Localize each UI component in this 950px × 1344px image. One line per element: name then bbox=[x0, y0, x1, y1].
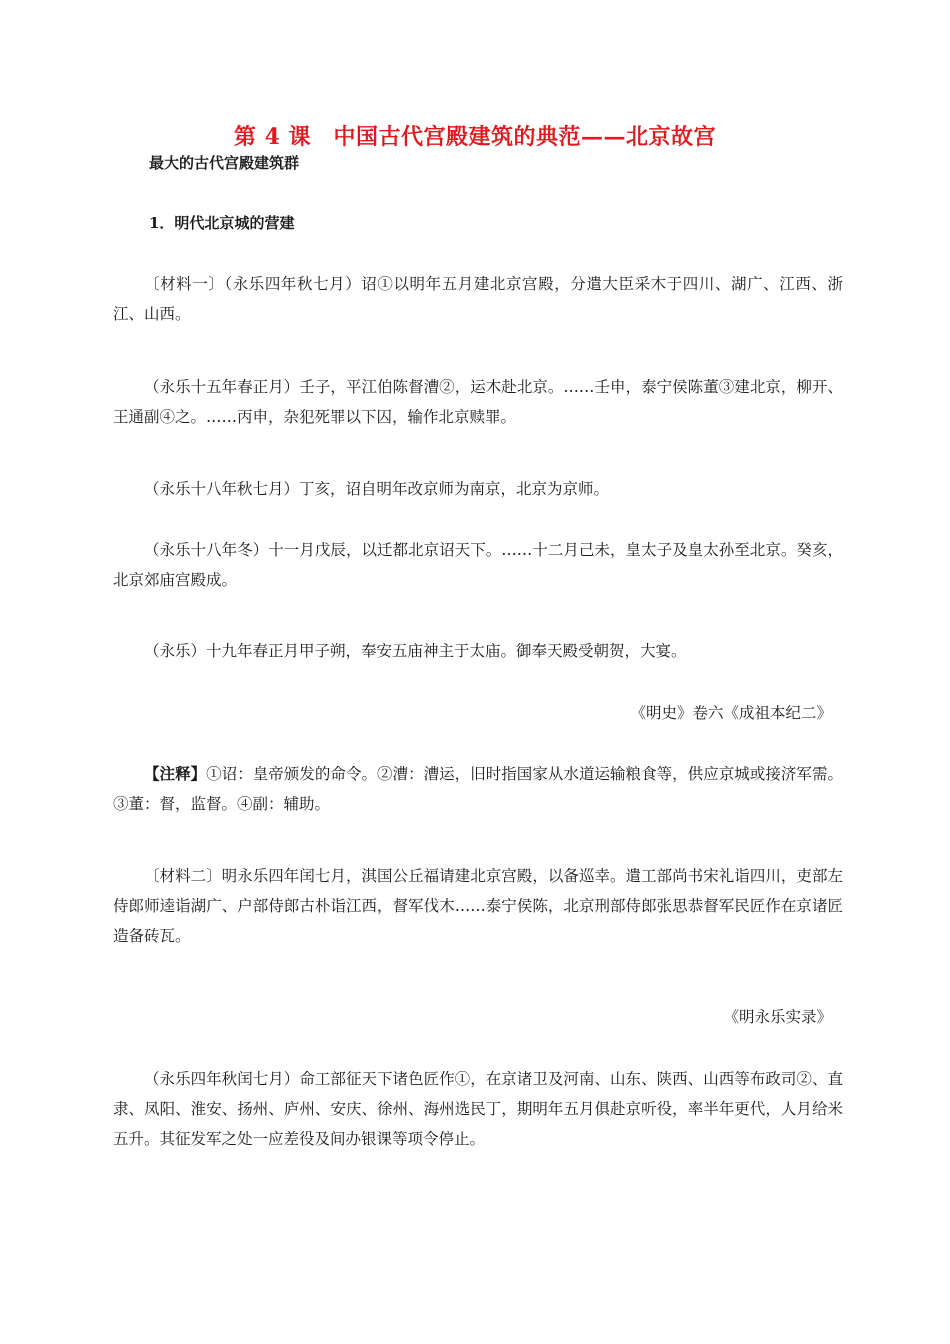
annotation-paragraph bbox=[113, 759, 843, 819]
yongle-18-winter-paragraph: （永乐十八年冬）十一月戊辰，以迁都北京诏天下。……十二月己未，皇太子及皇太孙至北京。癸亥，北京郊庙宫殿成。 bbox=[113, 541, 843, 589]
annotation-text: ①诏：皇帝颁发的命令。②漕：漕运，旧时指国家从水道运输粮食等，供应京城或接济军需。③董：督，监督。④副：辅助。 bbox=[113, 765, 843, 813]
annotation-label: 【注释】 bbox=[144, 764, 207, 783]
yongle-19-paragraph: （永乐）十九年春正月甲子朔，奉安五庙神主于太庙。御奉天殿受朝贺，大宴。 bbox=[144, 642, 687, 660]
section-heading: 1．明代北京城的营建 bbox=[149, 214, 295, 232]
material-two-paragraph: 〔材料二〕明永乐四年闰七月，淇国公丘福请建北京宫殿，以备巡幸。遣工部尚书宋礼诣四川，吏部左侍郎师逵诣湖广、户部侍郎古朴诣江西，督军伐木……泰宁侯陈，北京刑部侍郎张思恭督军民匠作在京诸匠造备砖瓦。 bbox=[113, 867, 843, 945]
source-citation-shilu: 《明永乐实录》 bbox=[723, 1008, 832, 1026]
material-one-paragraph: 〔材料一〕（永乐四年秋七月）诏①以明年五月建北京宫殿，分遣大臣采木于四川、湖广、江西、浙江、山西。 bbox=[113, 275, 843, 323]
yongle-18-autumn-paragraph: （永乐十八年秋七月）丁亥，诏自明年改京师为南京，北京为京师。 bbox=[144, 480, 610, 498]
lesson-title: 第 4 课 中国古代宫殿建筑的典范——北京故宫 bbox=[233, 124, 717, 150]
source-citation-mingshi: 《明史》卷六《成祖本纪二》 bbox=[630, 704, 832, 722]
lesson-subtitle: 最大的古代宫殿建筑群 bbox=[149, 154, 300, 172]
yongle-15-paragraph: （永乐十五年春正月）壬子，平江伯陈督漕②，运木赴北京。……壬申，泰宁侯陈董③建北京，柳开、王通副④之。……丙申，杂犯死罪以下囚，输作北京赎罪。 bbox=[113, 378, 843, 426]
yongle-4-leap-paragraph: （永乐四年秋闰七月）命工部征天下诸色匠作①，在京诸卫及河南、山东、陕西、山西等布政司②、直隶、凤阳、淮安、扬州、庐州、安庆、徐州、海州选民丁，期明年五月俱赴京听役，率半年更代，人月给米五升。其征发军之处一应差役及间办银课等项令停止。 bbox=[113, 1070, 843, 1148]
